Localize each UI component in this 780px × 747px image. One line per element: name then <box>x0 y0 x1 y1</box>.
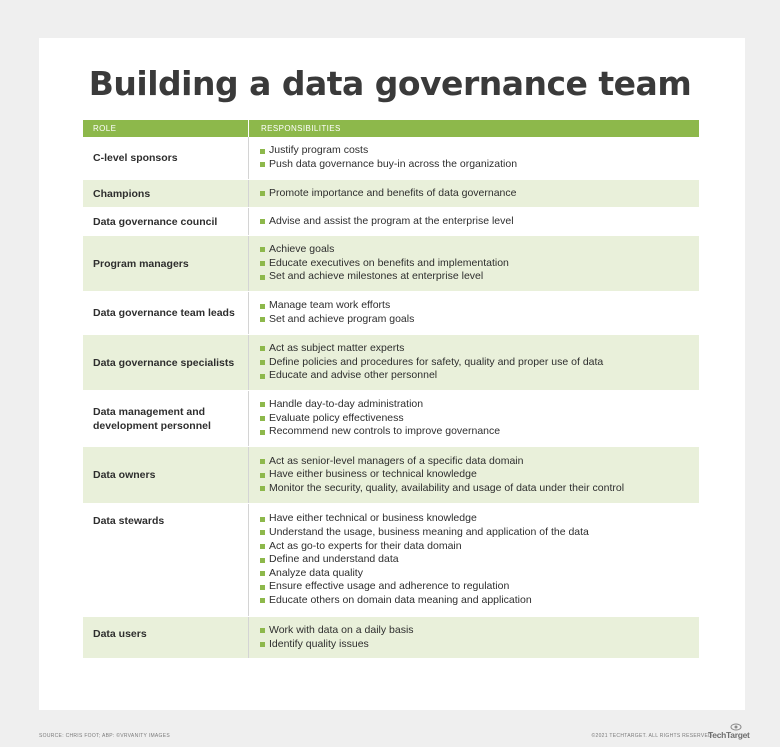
square-bullet-icon <box>260 642 265 647</box>
responsibility-text: Monitor the security, quality, availability and usage of data under their control <box>269 481 625 494</box>
square-bullet-icon <box>260 544 265 549</box>
square-bullet-icon <box>260 416 265 421</box>
square-bullet-icon <box>260 571 265 576</box>
responsibility-item <box>260 638 414 652</box>
role-name: Data users <box>93 628 147 640</box>
responsibility-text: Analyze data quality <box>269 566 363 579</box>
square-bullet-icon <box>260 517 265 522</box>
square-bullet-icon <box>260 558 265 563</box>
responsibility-item <box>260 624 414 638</box>
square-bullet-icon <box>260 304 265 309</box>
header-role: ROLE <box>93 124 117 133</box>
square-bullet-icon <box>260 261 265 266</box>
responsibility-text: Act as go-to experts for their data domain <box>269 539 462 552</box>
responsibility-text: Define policies and procedures for safety, quality and proper use of data <box>269 355 604 368</box>
logo-text: TechTarget <box>708 730 750 740</box>
responsibility-item <box>260 594 589 608</box>
square-bullet-icon <box>260 317 265 322</box>
responsibility-list <box>248 335 603 390</box>
role-name: Champions <box>93 187 151 200</box>
responsibility-list <box>248 504 589 616</box>
responsibility-text: Act as senior-level managers of a specific data domain <box>269 454 524 467</box>
responsibility-text: Push data governance buy-in across the organization <box>269 158 518 170</box>
square-bullet-icon <box>260 162 265 167</box>
responsibility-text: Have either business or technical knowledge <box>269 468 477 481</box>
square-bullet-icon <box>260 360 265 365</box>
square-bullet-icon <box>260 275 265 280</box>
responsibility-text: Handle day-to-day administration <box>269 398 424 411</box>
role-name: Data governance council <box>93 215 218 228</box>
square-bullet-icon <box>260 247 265 252</box>
responsibility-text: Understand the usage, business meaning and application of the data <box>269 526 589 539</box>
table-row <box>83 180 699 208</box>
responsibility-text: Advise and assist the program at the enterprise level <box>269 214 514 227</box>
square-bullet-icon <box>260 473 265 478</box>
role-name: Program managers <box>93 257 189 270</box>
responsibility-text: Have either technical or business knowledge <box>269 512 477 525</box>
techtarget-logo <box>708 720 750 740</box>
responsibility-list <box>248 208 514 235</box>
role-name: C-level sponsors <box>93 152 178 164</box>
responsibility-text: Set and achieve program goals <box>269 313 415 325</box>
table-row <box>83 137 699 180</box>
responsibility-item <box>260 342 603 356</box>
responsibility-item <box>260 455 624 469</box>
responsibility-text: Identify quality issues <box>269 637 369 650</box>
responsibility-text: Work with data on a daily basis <box>269 623 414 636</box>
governance-table <box>83 120 699 659</box>
table-row <box>83 504 699 617</box>
responsibility-item <box>260 187 517 201</box>
responsibility-list <box>248 236 509 291</box>
responsibility-text: Act as subject matter experts <box>269 342 405 355</box>
role-name: Data governance specialists <box>93 356 235 369</box>
responsibility-item <box>260 356 603 370</box>
responsibility-text: Achieve goals <box>269 243 335 256</box>
responsibility-text: Educate and advise other personnel <box>269 369 438 382</box>
square-bullet-icon <box>260 585 265 590</box>
responsibility-item <box>260 398 500 412</box>
responsibility-text: Define and understand data <box>269 553 399 566</box>
responsibility-item <box>260 243 509 257</box>
responsibility-text: Educate executives on benefits and implementation <box>269 256 509 269</box>
square-bullet-icon <box>260 598 265 603</box>
square-bullet-icon <box>260 219 265 224</box>
table-row <box>83 208 699 236</box>
table-row <box>83 335 699 391</box>
responsibility-item <box>260 144 517 158</box>
responsibility-list <box>248 391 500 446</box>
responsibility-text: Promote importance and benefits of data governance <box>269 186 517 199</box>
square-bullet-icon <box>260 628 265 633</box>
square-bullet-icon <box>260 346 265 351</box>
responsibility-item <box>260 567 589 581</box>
square-bullet-icon <box>260 530 265 535</box>
responsibility-item <box>260 526 589 540</box>
responsibility-item <box>260 215 514 229</box>
table-row <box>83 617 699 659</box>
square-bullet-icon <box>260 191 265 196</box>
role-name: Data management and development personnel <box>93 406 211 432</box>
responsibility-item <box>260 299 414 313</box>
responsibility-item <box>260 468 624 482</box>
square-bullet-icon <box>260 486 265 491</box>
responsibility-text: Educate others on domain data meaning and application <box>269 593 532 606</box>
square-bullet-icon <box>260 374 265 379</box>
responsibility-list <box>248 137 517 179</box>
table-body <box>83 137 699 659</box>
square-bullet-icon <box>260 402 265 407</box>
copyright-note: ©2021 TECHTARGET. ALL RIGHTS RESERVED <box>591 733 712 739</box>
role-name: Data owners <box>93 469 156 481</box>
role-name: Data governance team leads <box>93 307 235 319</box>
table-header <box>83 120 699 137</box>
responsibility-item <box>260 540 589 554</box>
square-bullet-icon <box>260 459 265 464</box>
responsibility-list <box>248 180 517 207</box>
responsibility-item <box>260 425 500 439</box>
responsibility-text: Evaluate policy effectiveness <box>269 411 404 424</box>
responsibility-item <box>260 313 414 327</box>
role-name: Data stewards <box>93 515 165 527</box>
source-credit: SOURCE: CHRIS FOOT; ABP: ©VRVANITY IMAGES <box>39 733 171 739</box>
responsibility-item <box>260 369 603 383</box>
responsibility-list <box>248 447 624 503</box>
responsibility-text: Justify program costs <box>269 144 369 157</box>
table-row <box>83 447 699 504</box>
responsibility-item <box>260 158 517 172</box>
square-bullet-icon <box>260 430 265 435</box>
page-title: Building a data governance team <box>88 64 692 103</box>
responsibility-item <box>260 482 624 496</box>
responsibility-item <box>260 270 509 284</box>
responsibility-text: Set and achieve milestones at enterprise level <box>269 270 484 283</box>
table-row <box>83 236 699 292</box>
responsibility-list <box>248 617 414 658</box>
square-bullet-icon <box>260 149 265 154</box>
responsibility-text: Ensure effective usage and adherence to regulation <box>269 580 510 593</box>
table-row <box>83 292 699 335</box>
responsibility-text: Manage team work efforts <box>269 299 391 312</box>
responsibility-item <box>260 257 509 271</box>
responsibility-text: Recommend new controls to improve governance <box>269 425 501 438</box>
responsibility-item <box>260 512 589 526</box>
responsibility-item <box>260 412 500 426</box>
responsibility-list <box>248 292 414 334</box>
responsibility-item <box>260 553 589 567</box>
table-row <box>83 391 699 447</box>
header-responsibilities: RESPONSIBILITIES <box>248 120 341 137</box>
responsibility-item <box>260 580 589 594</box>
